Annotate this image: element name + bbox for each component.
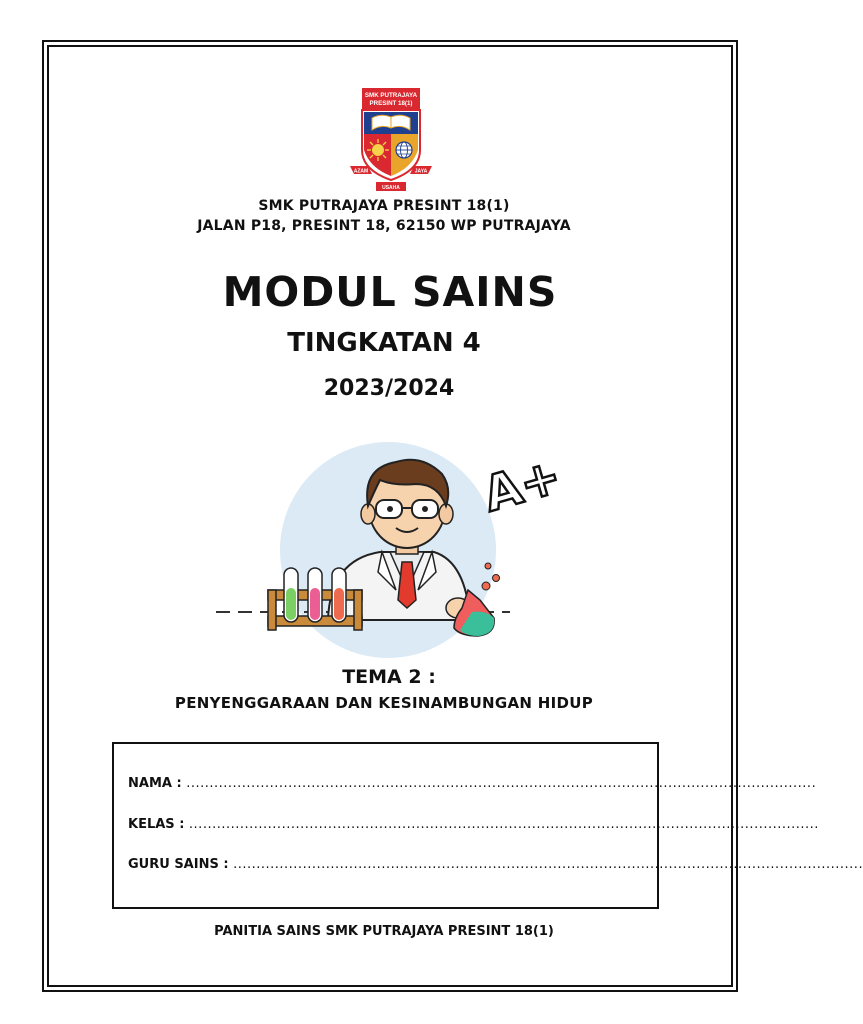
svg-text:SMK PUTRAJAYA: SMK PUTRAJAYA xyxy=(364,92,418,99)
school-crest-logo xyxy=(348,88,434,192)
school-address: JALAN P18, PRESINT 18, 62150 WP PUTRAJAYA xyxy=(197,218,571,234)
svg-text:PRESINT 18(1): PRESINT 18(1) xyxy=(369,100,413,107)
grade-badge: A+ xyxy=(477,447,568,524)
theme-subtitle: PENYENGGARAAN DAN KESINAMBUNGAN HIDUP xyxy=(174,694,594,712)
class-field[interactable] xyxy=(128,817,819,832)
academic-year: 2023/2024 xyxy=(323,376,455,401)
svg-text:JAYA: JAYA xyxy=(414,168,428,175)
name-label: NAMA : xyxy=(128,776,182,791)
scientist-illustration xyxy=(210,440,580,660)
name-field[interactable] xyxy=(128,776,817,791)
student-info-box xyxy=(112,742,863,909)
svg-text:AZAM: AZAM xyxy=(353,168,369,175)
school-name: SMK PUTRAJAYA PRESINT 18(1) xyxy=(258,198,510,214)
teacher-dots: ........................................................................................................................................ xyxy=(233,857,863,872)
teacher-label: GURU SAINS : xyxy=(128,857,229,872)
form-level: TINGKATAN 4 xyxy=(287,328,481,358)
module-title: MODUL SAINS xyxy=(222,268,558,316)
class-dots: ........................................................................................................................................ xyxy=(188,817,819,832)
theme-label: TEMA 2 : xyxy=(342,666,436,688)
teacher-field[interactable] xyxy=(128,857,863,872)
footer-text: PANITIA SAINS SMK PUTRAJAYA PRESINT 18(1) xyxy=(214,924,554,939)
class-label: KELAS : xyxy=(128,817,185,832)
name-dots: ........................................................................................................................................ xyxy=(186,776,817,791)
svg-text:USAHA: USAHA xyxy=(382,185,400,191)
